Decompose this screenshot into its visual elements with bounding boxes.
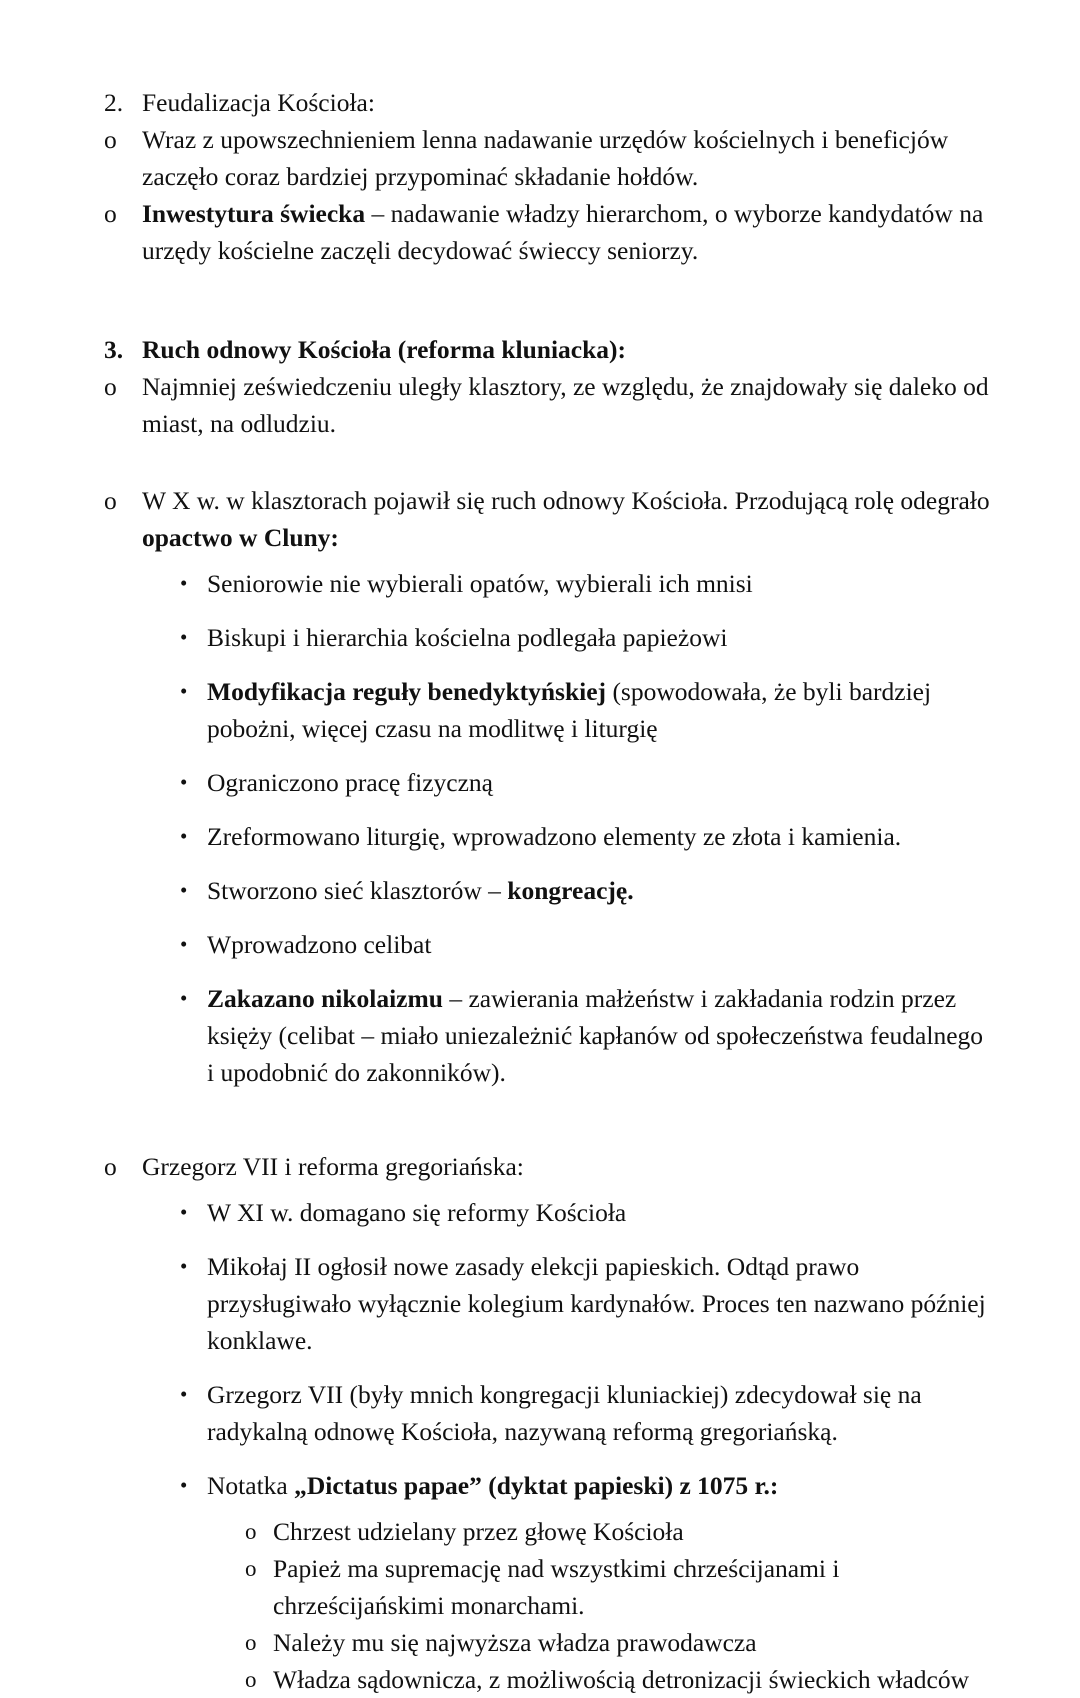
list-item: [245, 1624, 996, 1661]
list-marker-bullet: •: [180, 1254, 188, 1278]
list-item: [104, 121, 996, 195]
section-2-heading: [104, 84, 996, 121]
list-marker-bullet: •: [180, 625, 188, 649]
list-spacer: [104, 1185, 996, 1194]
list-marker-circle: o: [245, 1667, 257, 1692]
dictatus-papae-heading-text: [207, 1467, 996, 1504]
list-marker-bullet: •: [180, 986, 188, 1010]
list-marker-bullet: •: [180, 770, 188, 794]
list-marker-bullet: •: [180, 824, 188, 848]
list-item: [180, 818, 996, 855]
list-marker-bullet: •: [180, 1200, 188, 1224]
cluny-item-8-text: [207, 980, 996, 1091]
dictatus-item-4-text: Władza sądownicza, z możliwością detronizacji świeckich władców: [273, 1665, 969, 1694]
term-zakazano-nikolaizmu: Zakazano nikolaizmu: [207, 984, 443, 1013]
list-item: [180, 926, 996, 963]
section-3-item-2-text: [142, 482, 996, 556]
list-item: [180, 1467, 996, 1504]
section-3-item-2-lead: W X w. w klasztorach pojawił się ruch odnowy Kościoła. Przodującą rolę odegrało: [142, 486, 990, 515]
list-item: [180, 673, 996, 747]
section-2-item-2-rest: – nadawanie władzy hierarchom, o wyborze kandydatów na urzędy kościelne zaczęli decydować świeccy seniorzy.: [142, 199, 984, 265]
term-dictatus-papae: „Dictatus papae” (dyktat papieski) z 1075 r.:: [294, 1471, 779, 1500]
list-marker-number: 3.: [104, 335, 124, 364]
dictatus-item-3-text: Należy mu się najwyższa władza prawodawcza: [273, 1628, 757, 1657]
list-item: [180, 1248, 996, 1359]
list-marker-circle: o: [104, 199, 117, 228]
list-marker-circle: o: [245, 1630, 257, 1655]
gregory-heading-text: Grzegorz VII i reforma gregoriańska:: [142, 1152, 524, 1181]
list-marker-circle: o: [245, 1519, 257, 1544]
cluny-item-2-text: Biskupi i hierarchia kościelna podlegała papieżowi: [207, 623, 728, 652]
list-item: [180, 764, 996, 801]
cluny-item-7-text: Wprowadzono celibat: [207, 930, 432, 959]
list-marker-circle: o: [104, 1152, 117, 1181]
list-item: [180, 872, 996, 909]
list-item: [180, 1376, 996, 1450]
cluny-item-3-text: [207, 673, 996, 747]
section-3-item-1-text: Najmniej zeświedczeniu uległy klasztory, ze względu, że znajdowały się daleko od miast, na odludziu.: [142, 372, 989, 438]
cluny-item-5-text: Zreformowano liturgię, wprowadzono elementy ze złota i kamienia.: [207, 822, 902, 851]
section-3-heading-text: Ruch odnowy Kościoła (reforma kluniacka):: [142, 335, 627, 364]
cluny-item-1-text: Seniorowie nie wybierali opatów, wybierali ich mnisi: [207, 569, 753, 598]
paragraph-spacer: [104, 442, 996, 482]
list-spacer: [104, 1504, 996, 1513]
list-marker-bullet: •: [180, 679, 188, 703]
term-kongreacja: kongreację.: [507, 876, 634, 905]
document-body: [104, 84, 996, 1698]
list-marker-bullet: •: [180, 878, 188, 902]
list-item: [180, 1194, 996, 1231]
paragraph-spacer: [104, 1108, 996, 1148]
list-item: [180, 565, 996, 602]
term-modyfikacja-reguly: Modyfikacja reguły benedyktyńskiej: [207, 677, 607, 706]
dictatus-lead: Notatka: [207, 1471, 295, 1500]
term-inwestytura-swiecka: Inwestytura świecka: [142, 199, 366, 228]
list-marker-bullet: •: [180, 571, 188, 595]
list-item: [104, 482, 996, 556]
list-item: [245, 1550, 996, 1624]
list-item: [104, 1148, 996, 1185]
list-marker-bullet: •: [180, 932, 188, 956]
list-marker-circle: o: [104, 125, 117, 154]
gregory-item-2-text: Mikołaj II ogłosił nowe zasady elekcji papieskich. Odtąd prawo przysługiwało wyłącznie kolegium kardynałów. Proces ten nazwano później konklawe.: [207, 1252, 986, 1355]
list-item: [180, 619, 996, 656]
list-item: [180, 980, 996, 1091]
term-opactwo-w-cluny: opactwo w Cluny:: [142, 523, 339, 552]
list-spacer: [104, 556, 996, 565]
cluny-item-6-lead: Stworzono sieć klasztorów –: [207, 876, 508, 905]
gregory-item-3-text: Grzegorz VII (były mnich kongregacji kluniackiej) zdecydował się na radykalną odnowę Kościoła, nazywaną reformą gregoriańską.: [207, 1380, 922, 1446]
section-3-heading: [104, 331, 996, 368]
list-marker-circle: o: [104, 486, 117, 515]
list-marker-bullet: •: [180, 1382, 188, 1406]
section-spacer: [104, 269, 996, 331]
list-marker-circle: o: [245, 1556, 257, 1581]
cluny-item-6-text: [207, 872, 996, 909]
section-2-item-2-text: [142, 195, 996, 269]
gregory-item-1-text: W XI w. domagano się reformy Kościoła: [207, 1198, 627, 1227]
dictatus-item-1-text: Chrzest udzielany przez głowę Kościoła: [273, 1517, 684, 1546]
list-marker-circle: o: [104, 372, 117, 401]
dictatus-item-2-text: Papież ma supremację nad wszystkimi chrześcijanami i chrześcijańskimi monarchami.: [273, 1554, 840, 1620]
list-item: [245, 1513, 996, 1550]
list-marker-bullet: •: [180, 1473, 188, 1497]
list-marker-number: 2.: [104, 88, 124, 117]
cluny-item-8-rest: – zawierania małżeństw i zakładania rodzin przez księży (celibat – miało uniezależnić kapłanów od społeczeństwa feudalnego i upodobnić do zakonników).: [207, 984, 984, 1087]
list-item: [104, 368, 996, 442]
cluny-item-4-text: Ograniczono pracę fizyczną: [207, 768, 493, 797]
cluny-item-3-rest: (spowodowała, że byli bardziej pobożni, więcej czasu na modlitwę i liturgię: [207, 677, 932, 743]
section-2-item-1-text: Wraz z upowszechnieniem lenna nadawanie urzędów kościelnych i beneficjów zaczęło coraz bardziej przypominać składanie hołdów.: [142, 125, 949, 191]
list-item: [104, 195, 996, 269]
list-item: [245, 1661, 996, 1698]
section-2-heading-text: Feudalizacja Kościoła:: [142, 88, 375, 117]
